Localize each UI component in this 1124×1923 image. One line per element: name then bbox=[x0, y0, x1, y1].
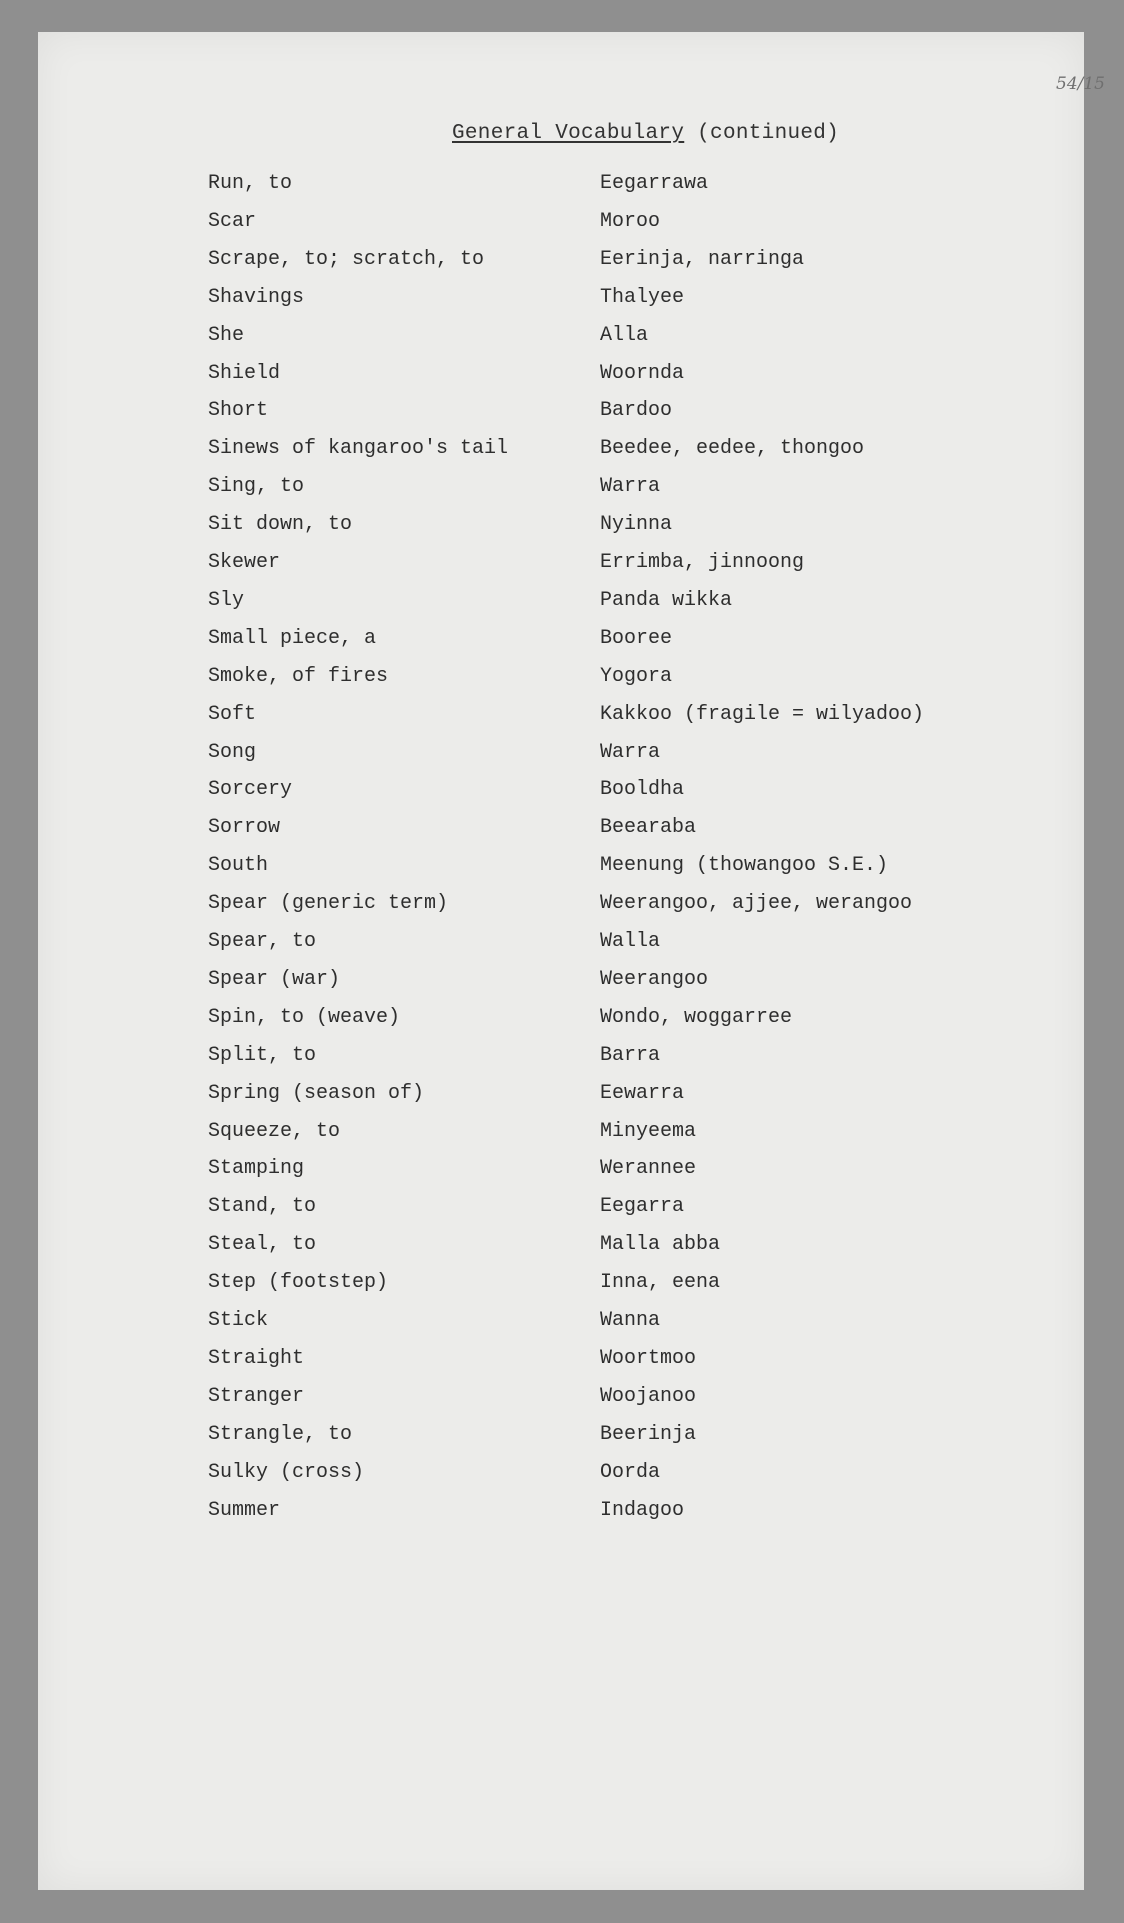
aboriginal-term: Eewarra bbox=[600, 1081, 685, 1105]
english-term: Sulky (cross) bbox=[208, 1460, 365, 1484]
english-term: Short bbox=[208, 399, 269, 423]
vocab-entry bbox=[38, 1347, 1084, 1377]
vocab-entry bbox=[38, 1309, 1084, 1339]
english-term: Squeeze, to bbox=[208, 1119, 341, 1143]
english-term: Sorrow bbox=[208, 816, 281, 840]
vocab-entry bbox=[38, 703, 1084, 733]
vocab-entry bbox=[38, 1423, 1084, 1453]
aboriginal-term: Malla abba bbox=[600, 1233, 721, 1257]
vocab-entry bbox=[38, 1044, 1084, 1074]
vocab-entry bbox=[38, 551, 1084, 581]
english-term: Skewer bbox=[208, 551, 281, 574]
english-term: Spear (war) bbox=[208, 967, 341, 991]
vocab-entry bbox=[38, 1233, 1084, 1263]
vocab-entry bbox=[38, 248, 1084, 278]
vocab-entry bbox=[38, 1499, 1084, 1529]
english-term: Sing, to bbox=[208, 475, 305, 499]
aboriginal-term: Wondo, woggarree bbox=[600, 1005, 793, 1029]
vocab-entry bbox=[38, 1461, 1084, 1491]
aboriginal-term: Weerangoo bbox=[600, 967, 709, 991]
english-term: She bbox=[208, 323, 245, 347]
english-term: Spear (generic term) bbox=[208, 892, 449, 916]
aboriginal-term: Panda wikka bbox=[600, 588, 733, 612]
aboriginal-term: Wanna bbox=[600, 1309, 661, 1332]
aboriginal-term: Errimba, jinnoong bbox=[600, 551, 805, 574]
english-term: Straight bbox=[208, 1346, 305, 1370]
aboriginal-term: Eerinja, narringa bbox=[600, 247, 805, 271]
vocab-entry bbox=[38, 399, 1084, 429]
aboriginal-term: Oorda bbox=[600, 1460, 661, 1484]
vocab-entry bbox=[38, 930, 1084, 960]
aboriginal-term: Beedee, eedee, thongoo bbox=[600, 437, 865, 461]
vocab-entry bbox=[38, 1006, 1084, 1036]
english-term: Summer bbox=[208, 1498, 281, 1522]
vocab-entry bbox=[38, 324, 1084, 354]
english-term: Smoke, of fires bbox=[208, 664, 389, 688]
aboriginal-term: Eegarra bbox=[600, 1195, 685, 1219]
english-term: Small piece, a bbox=[208, 626, 377, 650]
aboriginal-term: Moroo bbox=[600, 209, 661, 233]
vocab-entry bbox=[38, 513, 1084, 543]
title-main: General Vocabulary bbox=[452, 122, 685, 145]
aboriginal-term: Inna, eena bbox=[600, 1271, 721, 1295]
vocab-entry bbox=[38, 665, 1084, 695]
english-term: South bbox=[208, 854, 269, 878]
vocabulary-list bbox=[38, 32, 1084, 1890]
aboriginal-term: Woornda bbox=[600, 361, 685, 385]
aboriginal-term: Eegarrawa bbox=[600, 172, 709, 195]
vocab-entry bbox=[38, 1157, 1084, 1187]
english-term: Strangle, to bbox=[208, 1422, 353, 1446]
english-term: Sly bbox=[208, 588, 245, 612]
aboriginal-term: Warra bbox=[600, 475, 661, 499]
aboriginal-term: Warra bbox=[600, 740, 661, 764]
aboriginal-term: Booree bbox=[600, 626, 673, 650]
aboriginal-term: Booldha bbox=[600, 778, 685, 802]
aboriginal-term: Minyeema bbox=[600, 1119, 697, 1143]
english-term: Spin, to (weave) bbox=[208, 1005, 401, 1029]
english-term: Step (footstep) bbox=[208, 1271, 389, 1295]
vocab-entry bbox=[38, 437, 1084, 467]
aboriginal-term: Yogora bbox=[600, 664, 673, 688]
english-term: Stamping bbox=[208, 1157, 305, 1181]
aboriginal-term: Woojanoo bbox=[600, 1384, 697, 1408]
vocab-entry bbox=[38, 778, 1084, 808]
aboriginal-term: Alla bbox=[600, 323, 649, 347]
english-term: Song bbox=[208, 740, 257, 764]
english-term: Spring (season of) bbox=[208, 1081, 425, 1105]
english-term: Stranger bbox=[208, 1384, 305, 1408]
vocab-entry bbox=[38, 1195, 1084, 1225]
vocab-entry bbox=[38, 741, 1084, 771]
english-term: Run, to bbox=[208, 172, 293, 195]
vocab-entry bbox=[38, 172, 1084, 202]
aboriginal-term: Walla bbox=[600, 930, 661, 953]
vocab-entry bbox=[38, 892, 1084, 922]
aboriginal-term: Werannee bbox=[600, 1157, 697, 1181]
aboriginal-term: Kakkoo (fragile = wilyadoo) bbox=[600, 702, 925, 726]
aboriginal-term: Nyinna bbox=[600, 513, 673, 537]
english-term: Soft bbox=[208, 702, 257, 726]
english-term: Spear, to bbox=[208, 930, 317, 953]
vocab-entry bbox=[38, 1082, 1084, 1112]
aboriginal-term: Bardoo bbox=[600, 399, 673, 423]
aboriginal-term: Beearaba bbox=[600, 816, 697, 840]
vocab-entry bbox=[38, 475, 1084, 505]
aboriginal-term: Barra bbox=[600, 1043, 661, 1067]
english-term: Shield bbox=[208, 361, 281, 385]
aboriginal-term: Indagoo bbox=[600, 1498, 685, 1522]
english-term: Scrape, to; scratch, to bbox=[208, 247, 485, 271]
document-page bbox=[38, 32, 1105, 1890]
aboriginal-term: Thalyee bbox=[600, 285, 685, 309]
title-suffix: (continued) bbox=[697, 122, 840, 145]
vocab-entry bbox=[38, 286, 1084, 316]
aboriginal-term: Woortmoo bbox=[600, 1346, 697, 1370]
vocab-entry bbox=[38, 589, 1084, 619]
vocab-entry bbox=[38, 1120, 1084, 1150]
vocab-entry bbox=[38, 362, 1084, 392]
english-term: Stick bbox=[208, 1309, 269, 1332]
english-term: Sorcery bbox=[208, 778, 293, 802]
vocab-entry bbox=[38, 210, 1084, 240]
aboriginal-term: Meenung (thowangoo S.E.) bbox=[600, 854, 889, 878]
english-term: Stand, to bbox=[208, 1195, 317, 1219]
english-term: Shavings bbox=[208, 285, 305, 309]
vocab-entry bbox=[38, 1385, 1084, 1415]
vocab-entry bbox=[38, 627, 1084, 657]
vocab-entry bbox=[38, 1271, 1084, 1301]
vocab-entry bbox=[38, 816, 1084, 846]
english-term: Sit down, to bbox=[208, 513, 353, 537]
aboriginal-term: Weerangoo, ajjee, werangoo bbox=[600, 892, 913, 916]
vocab-entry bbox=[38, 854, 1084, 884]
vocab-entry bbox=[38, 968, 1084, 998]
english-term: Split, to bbox=[208, 1043, 317, 1067]
aboriginal-term: Beerinja bbox=[600, 1422, 697, 1446]
english-term: Steal, to bbox=[208, 1233, 317, 1257]
page-number: 54/15 bbox=[1056, 74, 1105, 94]
english-term: Scar bbox=[208, 209, 257, 233]
english-term: Sinews of kangaroo's tail bbox=[208, 437, 509, 461]
